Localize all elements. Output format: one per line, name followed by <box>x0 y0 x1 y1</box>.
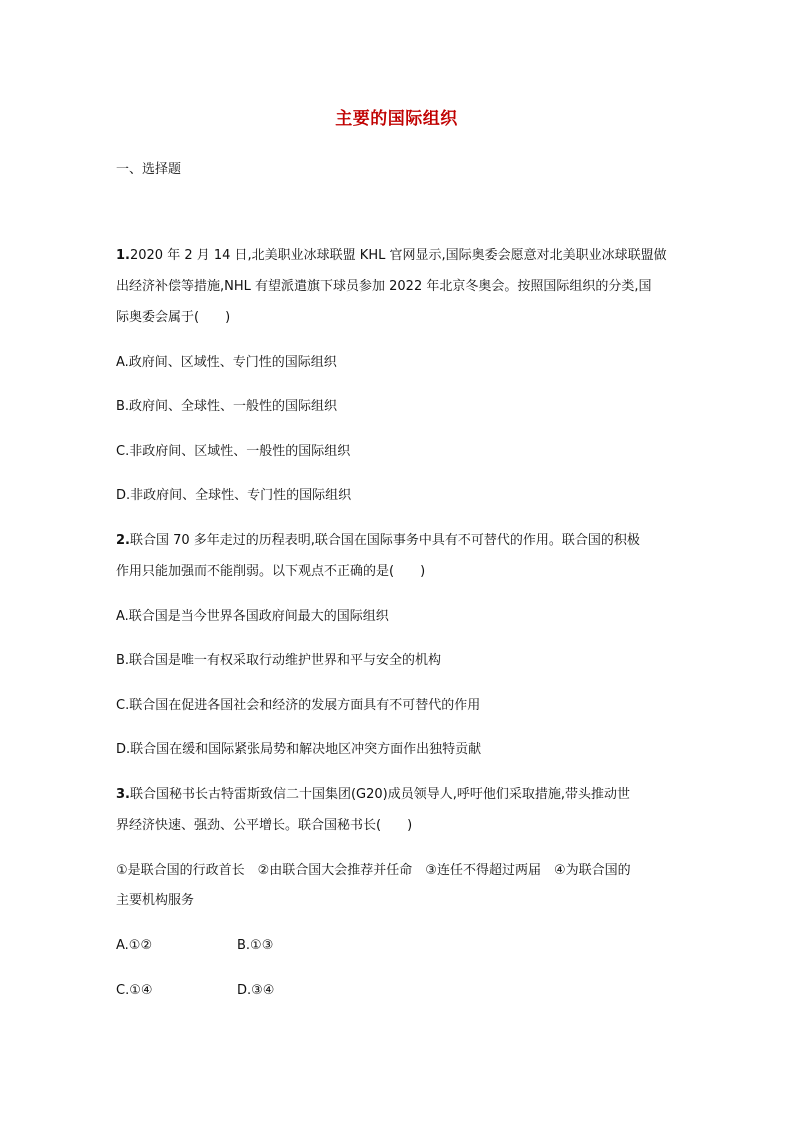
section-heading: 一、选择题 <box>116 162 182 177</box>
question-3-number: 3. <box>116 787 130 802</box>
question-2-option-a: A.联合国是当今世界各国政府间最大的国际组织 <box>116 609 389 624</box>
question-1-line-3: 际奥委会属于( ) <box>116 310 231 325</box>
question-3-statements-line-1: ①是联合国的行政首长 ②由联合国大会推荐并任命 ③连任不得超过两届 ④为联合国的 <box>116 863 631 878</box>
question-3-option-b: B.①③ <box>237 938 274 953</box>
question-1-line-1 <box>116 247 667 265</box>
question-1-option-a: A.政府间、区域性、专门性的国际组织 <box>116 355 337 370</box>
question-1-option-c: C.非政府间、区域性、一般性的国际组织 <box>116 444 351 459</box>
question-1-text-1: 2020 年 2 月 14 日,北美职业冰球联盟 KHL 官网显示,国际奥委会愿意对北美职业冰球联盟做 <box>129 248 667 263</box>
question-3-line-2: 界经济快速、强劲、公平增长。联合国秘书长( ) <box>116 818 413 833</box>
question-2-option-d: D.联合国在缓和国际紧张局势和解决地区冲突方面作出独特贡献 <box>116 742 482 757</box>
question-3-line-1 <box>116 786 630 804</box>
question-1-number: 1. <box>116 248 130 263</box>
question-2-line-2: 作用只能加强而不能削弱。以下观点不正确的是( ) <box>116 564 426 579</box>
question-1-line-2: 出经济补偿等措施,NHL 有望派遣旗下球员参加 2022 年北京冬奥会。按照国际组织的分类,国 <box>116 279 652 294</box>
question-1-option-d: D.非政府间、全球性、专门性的国际组织 <box>116 488 352 503</box>
question-3-option-d: D.③④ <box>237 983 275 998</box>
question-2-number: 2. <box>116 533 130 548</box>
question-3-text-1: 联合国秘书长古特雷斯致信二十国集团(G20)成员领导人,呼吁他们采取措施,带头推动世 <box>129 787 631 802</box>
question-3-statements-line-2: 主要机构服务 <box>116 893 195 908</box>
question-2-option-c: C.联合国在促进各国社会和经济的发展方面具有不可替代的作用 <box>116 698 481 713</box>
question-3-option-a: A.①② <box>116 938 153 953</box>
question-3-option-c: C.①④ <box>116 983 153 998</box>
question-1-option-b: B.政府间、全球性、一般性的国际组织 <box>116 399 338 414</box>
page-title: 主要的国际组织 <box>335 109 458 129</box>
question-2-text-1: 联合国 70 多年走过的历程表明,联合国在国际事务中具有不可替代的作用。联合国的积极 <box>129 533 640 548</box>
question-2-line-1 <box>116 532 640 550</box>
question-2-option-b: B.联合国是唯一有权采取行动维护世界和平与安全的机构 <box>116 653 442 668</box>
